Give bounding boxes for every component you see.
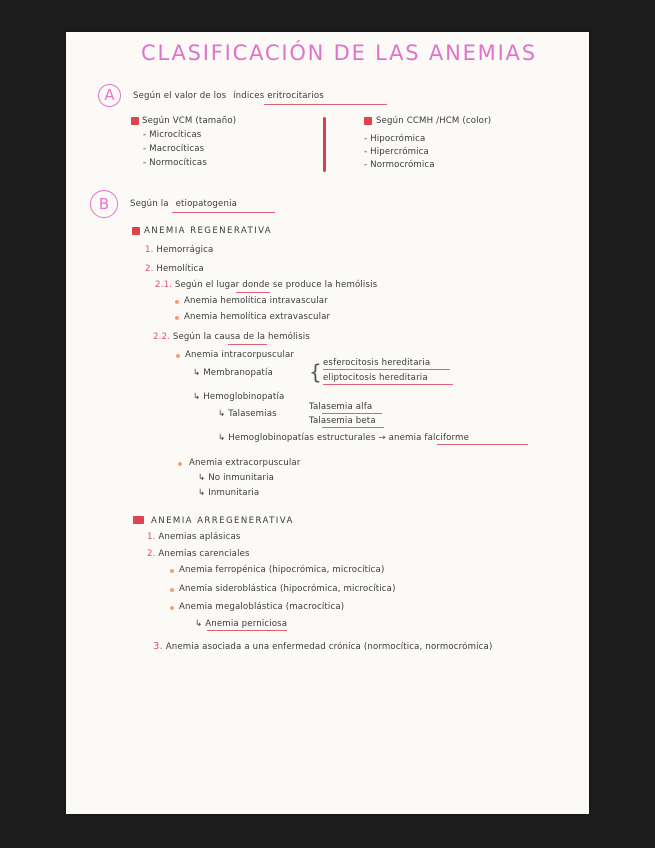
ferropenica: Anemia ferropénica (hipocrómica, microcítica) [179,565,385,575]
anemia-falciforme: anemia falciforme [388,433,470,443]
arreg-text-3: Anemia asociada a una enfermedad crónica (normocítica, normocrómica) [165,642,493,652]
arreg-num-2: 2. [147,549,156,559]
s21-item-2: Anemia hemolítica extravascular [184,312,331,322]
regenerativa-label: ANEMIA REGENERATIVA [144,226,273,236]
arreg-item-1 [147,532,241,542]
megaloblastica: Anemia megaloblástica (macrocítica) [179,602,345,612]
ccmh-item-2: - Hipercrómica [364,147,429,157]
underline-talasemia-alfa [322,413,382,414]
regen-item-2 [145,264,204,274]
no-inmunitaria: ↳ No inmunitaria [198,473,275,483]
membranopatia: ↳ Membranopatía [193,368,273,378]
section-a-heading-link: índices eritrocitarios [233,91,324,101]
ccmh-item-3: - Normocrómica [364,160,435,170]
vcm-item-2: - Macrocíticas [143,144,205,154]
arreg-item-3 [153,641,492,652]
underline-la-causa [228,344,267,345]
arregenerativa-marker [133,516,144,524]
arreg-text-2: Anemias carenciales [158,549,250,559]
s21-post: donde se produce la hemólisis [242,280,378,290]
bullet-megaloblastica [170,606,174,610]
regen-item-1 [145,245,213,255]
subsection-2-1 [155,280,377,290]
ccmh-label: Según CCMH /HCM (color) [376,116,492,126]
estructurales-text: ↳ Hemoglobinopatías estructurales → [218,433,386,443]
s21-link: el lugar [205,280,240,290]
ccmh-item-1: - Hipocrómica [364,134,426,144]
bullet-intravascular [175,300,179,304]
vcm-label: Según VCM (tamaño) [142,116,237,126]
sideroblastica: Anemia sideroblástica (hipocrómica, microcítica) [179,584,396,594]
underline-el-lugar [236,292,270,293]
vcm-marker [131,117,139,125]
hemoglobinopatias-estructurales [218,433,469,443]
underline-perniciosa [207,630,287,631]
subsection-2-2 [153,332,310,342]
ccmh-marker [364,117,372,125]
s22-pre: Según [172,332,201,342]
talasemias: ↳ Talasemias [218,409,277,419]
membrano-sub-2: eliptocitosis hereditaria [323,373,428,383]
extracorpuscular: Anemia extracorpuscular [189,458,301,468]
section-b-heading [130,199,237,209]
hemoglobinopatia: ↳ Hemoglobinopatía [193,392,285,402]
membrano-sub-1: esferocitosis hereditaria [323,358,431,368]
bullet-intracorpuscular [176,354,180,358]
s21-pre: Según [174,280,203,290]
intracorpuscular: Anemia intracorpuscular [185,350,295,360]
arregenerativa-label: ANEMIA ARREGENERATIVA [151,516,294,526]
arreg-num-1: 1. [147,532,156,542]
regen-text-1: Hemorrágica [156,245,214,255]
arreg-num-3: 3. [153,641,163,652]
inmunitaria: ↳ Inmunitaria [198,488,260,498]
talasemia-sub-2: Talasemia beta [309,416,376,426]
page-title: CLASIFICACIÓN DE LAS ANEMIAS [141,41,537,65]
bullet-extracorpuscular [178,462,182,466]
arreg-item-2 [147,549,250,559]
talasemia-sub-1: Talasemia alfa [309,402,373,412]
section-a-circle: A [98,84,121,107]
s22-num: 2.2. [153,332,170,342]
vcm-item-1: - Microcíticas [143,130,202,140]
regen-num-2: 2. [145,264,154,274]
s21-num: 2.1. [155,280,172,290]
underline-talasemia-beta [322,427,384,428]
section-b-heading-link: etiopatogenia [175,199,238,209]
regenerativa-marker [132,227,140,235]
underline-etiopatogenia [172,212,275,213]
s22-link: la causa [203,332,241,342]
underline-esferocitosis [323,369,450,370]
s22-post: de la hemólisis [243,332,310,342]
perniciosa: ↳ Anemia perniciosa [195,619,288,629]
regen-num-1: 1. [145,245,154,255]
membranopatia-brace: { [309,360,322,384]
underline-indices [264,104,387,105]
bullet-extravascular [175,316,179,320]
arreg-text-1: Anemias aplásicas [158,532,241,542]
section-b-circle: B [90,190,118,218]
underline-eliptocitosis [323,384,453,385]
section-a-heading [133,91,324,101]
s21-item-1: Anemia hemolítica intravascular [184,296,328,306]
underline-falciforme [437,444,528,445]
column-divider [323,117,326,172]
bullet-sideroblastica [170,588,174,592]
bullet-ferropenica [170,569,174,573]
section-b-heading-text: Según la [130,199,169,209]
regen-text-2: Hemolítica [156,264,204,274]
vcm-item-3: - Normocíticas [143,158,207,168]
section-a-heading-text: Según el valor de los [133,91,227,101]
